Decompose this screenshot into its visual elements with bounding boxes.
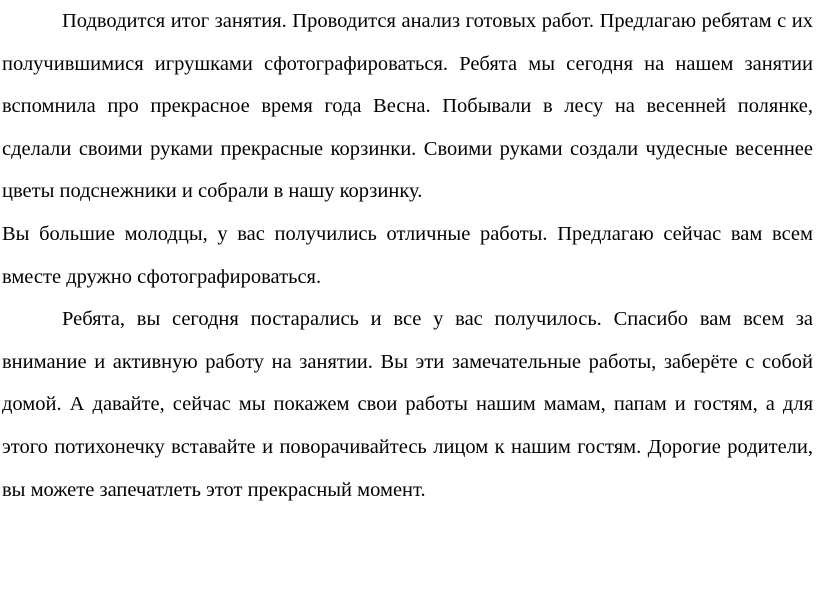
paragraph-summary: Подводится итог занятия. Проводится анализ готовых работ. Предлагаю ребятам с их получившимися игрушками сфотографироваться. Ребята мы сегодня на нашем занятии вспомнила про прекрасное время года Весна. Побывали в лесу на весенней полянке, сделали своими руками прекрасные корзинки. Своими руками создали чудесные весеннее цветы подснежники и собрали в нашу корзинку.: [2, 10, 813, 203]
paragraph-praise: Вы большие молодцы, у вас получились отличные работы. Предлагаю сейчас вам всем вместе дружно сфотографироваться.: [2, 222, 813, 288]
paragraph-closing: Ребята, вы сегодня постарались и все у вас получилось. Спасибо вам всем за внимание и активную работу на занятии. Вы эти замечательные работы, заберёте с собой домой. А давайте, сейчас мы покажем свои работы нашим мамам, папам и гостям, а для этого потихонечку вставайте и поворачивайтесь лицом к нашим гостям. Дорогие родители, вы можете запечатлеть этот прекрасный момент.: [2, 308, 813, 501]
